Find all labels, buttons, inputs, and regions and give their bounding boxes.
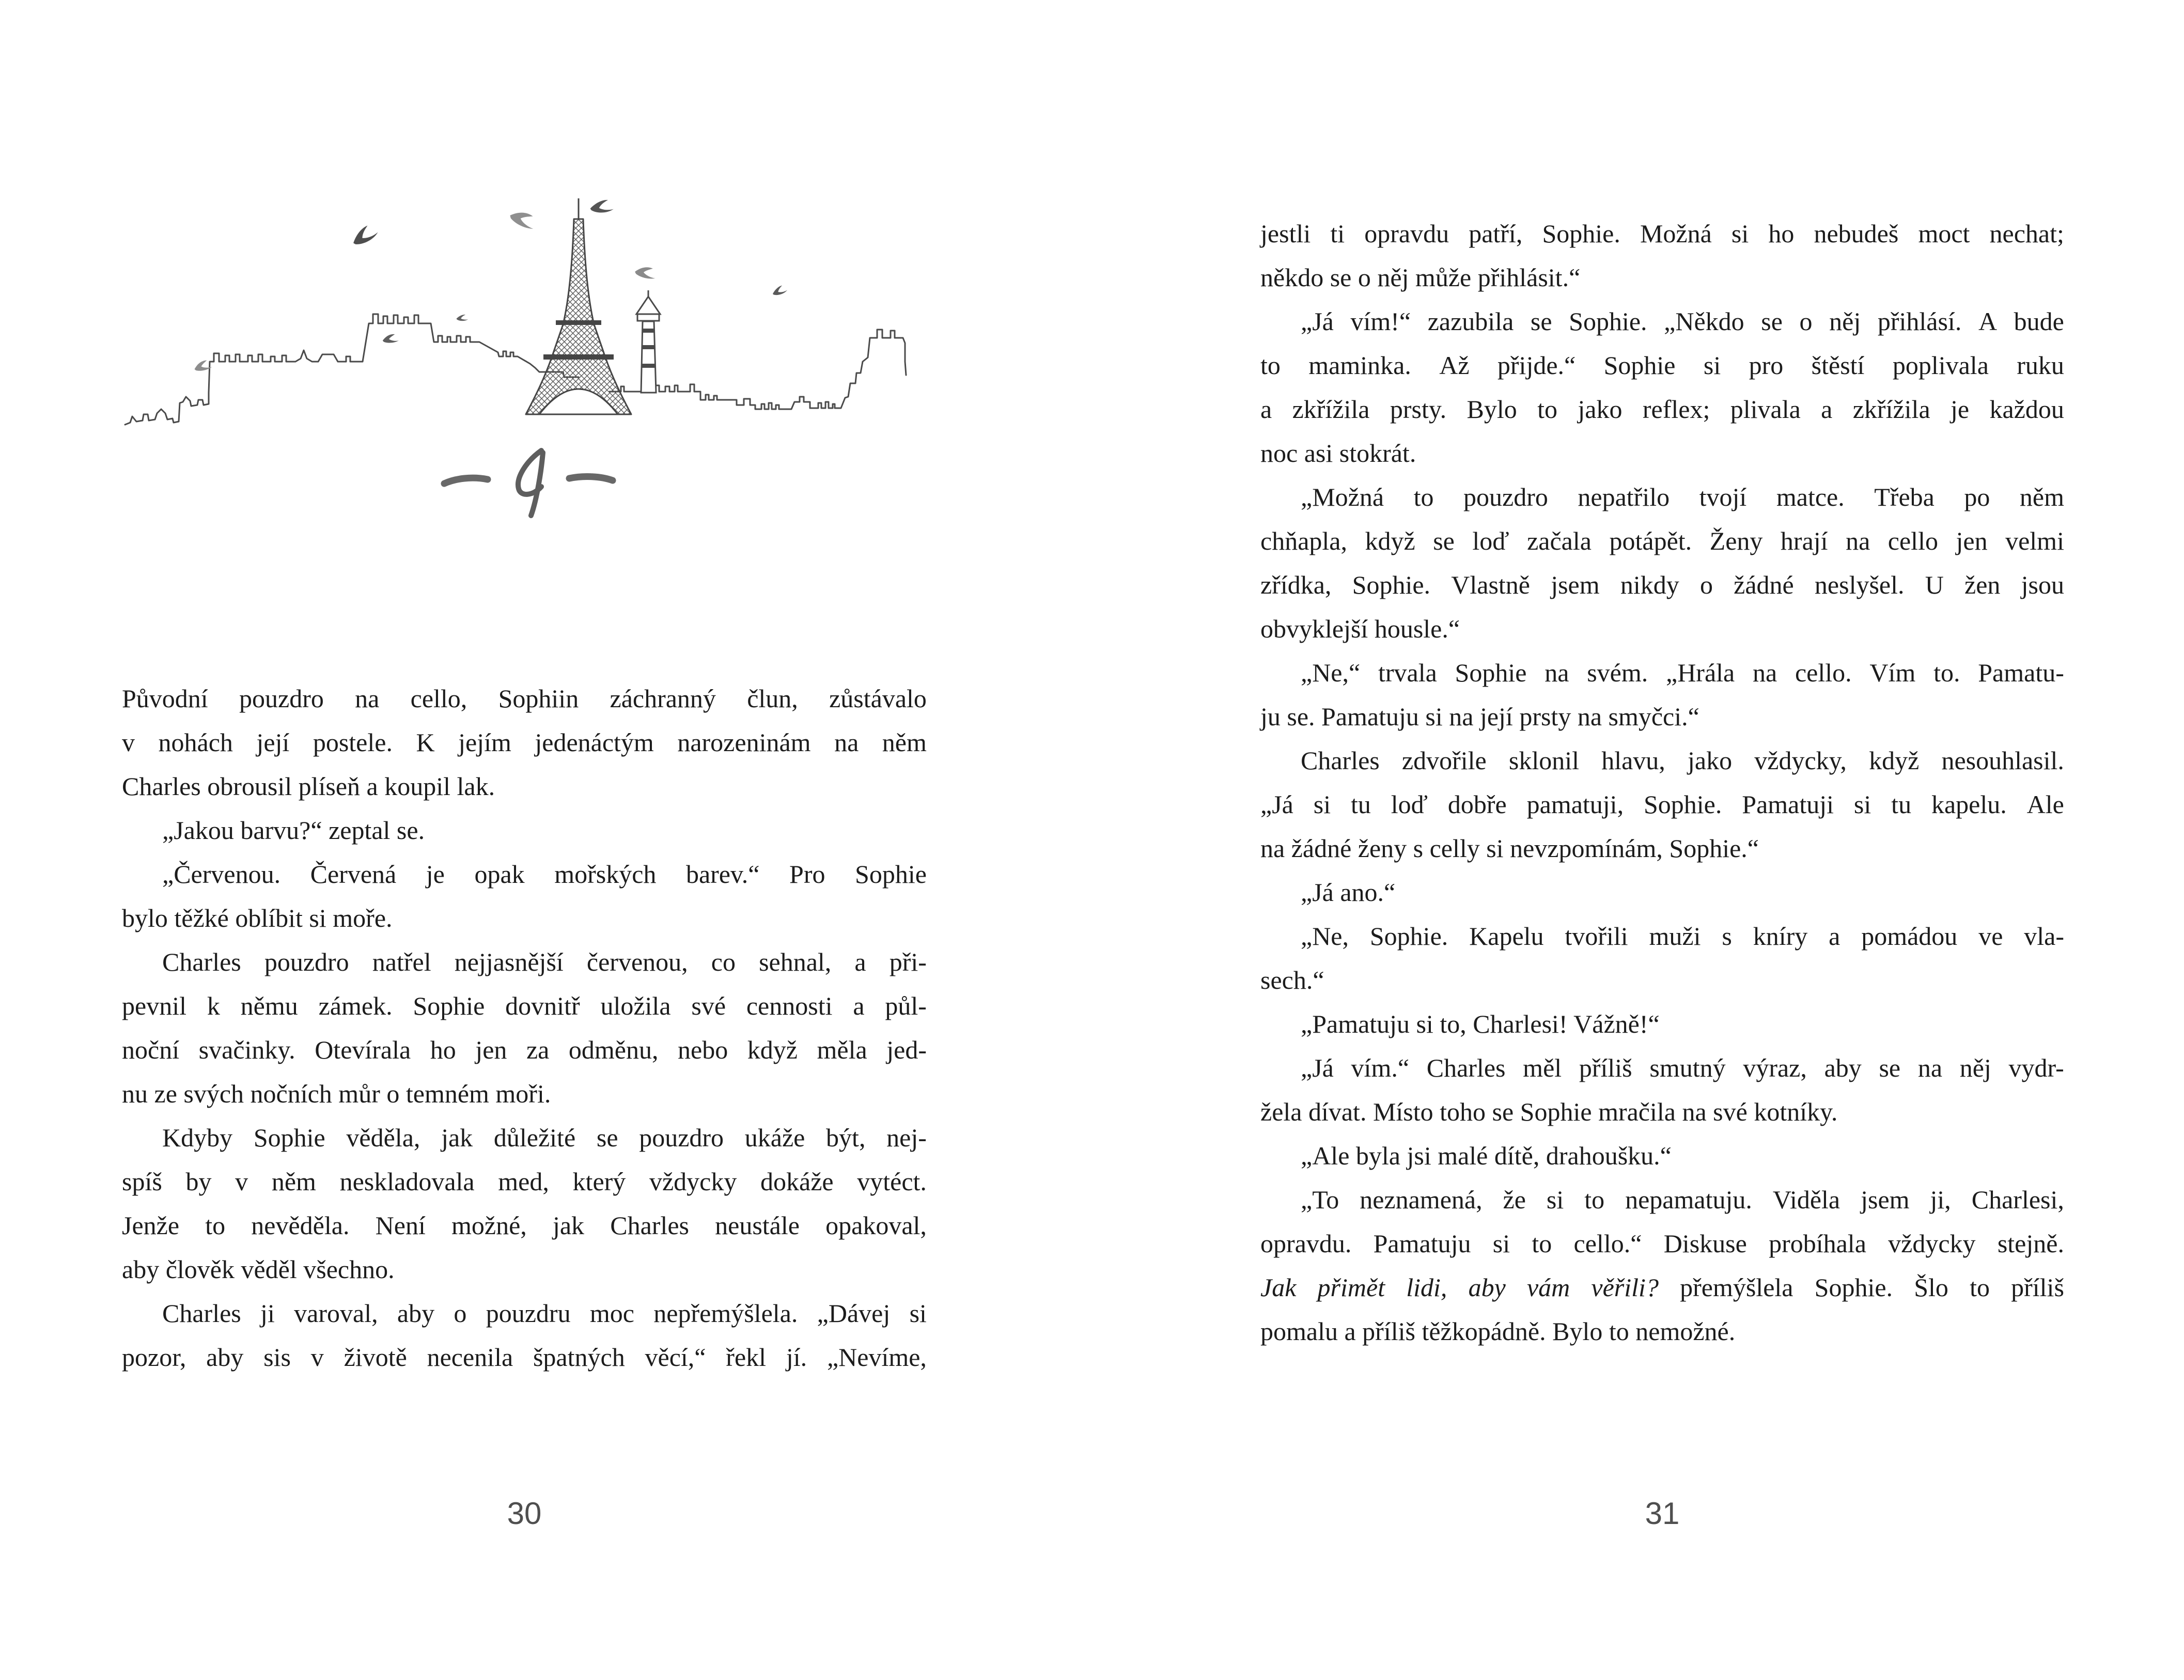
text-line: „Jakou barvu?“ zeptal se. xyxy=(162,816,425,845)
text-line: v nohách její postele. K jejím jedenáctým narozeninám na něm xyxy=(122,728,927,757)
text-line: „Já ano.“ xyxy=(1301,878,1396,907)
text-line: „Červenou. Červená je opak mořských barev.“ Pro Sophie xyxy=(162,860,927,889)
text-line: „Ne, Sophie. Kapelu tvořili muži s kníry a pomádou ve vla- xyxy=(1301,922,2064,951)
text-line: Kdyby Sophie věděla, jak důležité se pouzdro ukáže být, nej- xyxy=(162,1123,927,1152)
bird-icon xyxy=(772,285,787,295)
rooftops-left xyxy=(125,314,579,425)
birds xyxy=(193,197,787,374)
page-number: 31 xyxy=(1645,1496,1680,1531)
text-line: „Ale byla jsi malé dítě, drahoušku.“ xyxy=(1301,1141,1672,1170)
text-line: noc asi stokrát. xyxy=(1260,439,1416,468)
text-line: aby člověk věděl všechno. xyxy=(122,1255,395,1284)
chapter-ornament xyxy=(440,447,621,520)
text-line: ju se. Pamatuju si na její prsty na smyčci.“ xyxy=(1260,702,1699,731)
right-page-text xyxy=(1260,212,2064,1354)
text-line: „Pamatuju si to, Charlesi! Vážně!“ xyxy=(1301,1009,1660,1038)
eiffel-tower xyxy=(526,198,631,414)
text-line: na žádné ženy s celly si nevzpomínám, Sophie.“ xyxy=(1260,834,1759,863)
text-line: spíš by v něm neskladovala med, který vždycky dokáže vytéct. xyxy=(122,1167,927,1196)
text-line: obvyklejší housle.“ xyxy=(1260,614,1460,643)
bird-icon xyxy=(456,313,469,322)
text-line: pozor, aby sis v životě necenila špatných věcí,“ řekl jí. „Nevíme, xyxy=(122,1343,927,1372)
text-line: noční svačinky. Otevírala ho jen za odměnu, nebo když měla jed- xyxy=(122,1035,927,1064)
bird-icon xyxy=(350,223,380,245)
text-line: opravdu. Pamatuju si to cello.“ Diskuse probíhala vždycky stejně. xyxy=(1260,1229,2064,1258)
text-line: Původní pouzdro na cello, Sophiin záchranný člun, zůstávalo xyxy=(122,684,927,713)
text-line: Charles obrousil plíseň a koupil lak. xyxy=(122,772,495,801)
text-line: „Ne,“ trvala Sophie na svém. „Hrála na cello. Vím to. Pamatu- xyxy=(1301,658,2064,687)
text-line: zřídka, Sophie. Vlastně jsem nikdy o žádné neslyšel. U žen jsou xyxy=(1260,570,2064,599)
text-line: „Já vím!“ zazubila se Sophie. „Někdo se o něj přihlásí. A bude xyxy=(1301,307,2064,336)
bird-icon xyxy=(382,333,399,344)
watchtower xyxy=(636,290,660,393)
chapter-number xyxy=(444,450,613,516)
left-page-text xyxy=(122,677,927,1379)
text-line: žela dívat. Místo toho se Sophie mračila na své kotníky. xyxy=(1260,1097,1838,1126)
page-number: 30 xyxy=(507,1496,542,1531)
text-line: někdo se o něj může přihlásit.“ xyxy=(1260,263,1581,292)
text-line: pomalu a příliš těžkopádně. Bylo to nemožné. xyxy=(1260,1317,1736,1346)
text-line: nu ze svých nočních můr o temném moři. xyxy=(122,1079,551,1108)
text-line: „Já vím.“ Charles měl příliš smutný výraz, aby se na něj vydr- xyxy=(1301,1053,2064,1082)
text-line: Jak přimět lidi, aby vám věřili? přemýšlela Sophie. Šlo to příliš xyxy=(1260,1273,2064,1302)
text-line: Charles ji varoval, aby o pouzdru moc nepřemýšlela. „Dávej si xyxy=(162,1299,927,1328)
paris-skyline-illustration xyxy=(124,191,961,439)
text-line: Charles zdvořile sklonil hlavu, jako vždycky, když nesouhlasil. xyxy=(1301,746,2064,775)
bird-icon xyxy=(590,197,615,215)
text-line: Charles pouzdro natřel nejjasnější červenou, co sehnal, a při- xyxy=(162,947,927,976)
text-line: Jenže to nevěděla. Není možné, jak Charles neustále opakoval, xyxy=(122,1211,927,1240)
text-line: to maminka. Až přijde.“ Sophie si pro štěstí poplivala ruku xyxy=(1260,351,2064,380)
text-line: „Já si tu loď dobře pamatuji, Sophie. Pamatuji si tu kapelu. Ale xyxy=(1260,790,2064,819)
text-line: „To neznamená, že si to nepamatuju. Viděla jsem ji, Charlesi, xyxy=(1301,1185,2064,1214)
bird-icon xyxy=(634,266,657,279)
text-line: a zkřížila prsty. Bylo to jako reflex; plivala a zkřížila je každou xyxy=(1260,395,2064,424)
text-line: pevnil k němu zámek. Sophie dovnitř uložila své cennosti a půl- xyxy=(122,991,927,1020)
text-line: sech.“ xyxy=(1260,966,1324,994)
text-line: chňapla, když se loď začala potápět. Ženy hrají na cello jen velmi xyxy=(1260,526,2064,555)
text-line: bylo těžké oblíbit si moře. xyxy=(122,904,393,932)
text-line: jestli ti opravdu patří, Sophie. Možná si ho nebudeš moct nechat; xyxy=(1260,219,2064,248)
text-line: „Možná to pouzdro nepatřilo tvojí matce. Třeba po něm xyxy=(1301,483,2064,511)
right-page xyxy=(1092,0,2184,1680)
bird-icon xyxy=(508,208,537,230)
